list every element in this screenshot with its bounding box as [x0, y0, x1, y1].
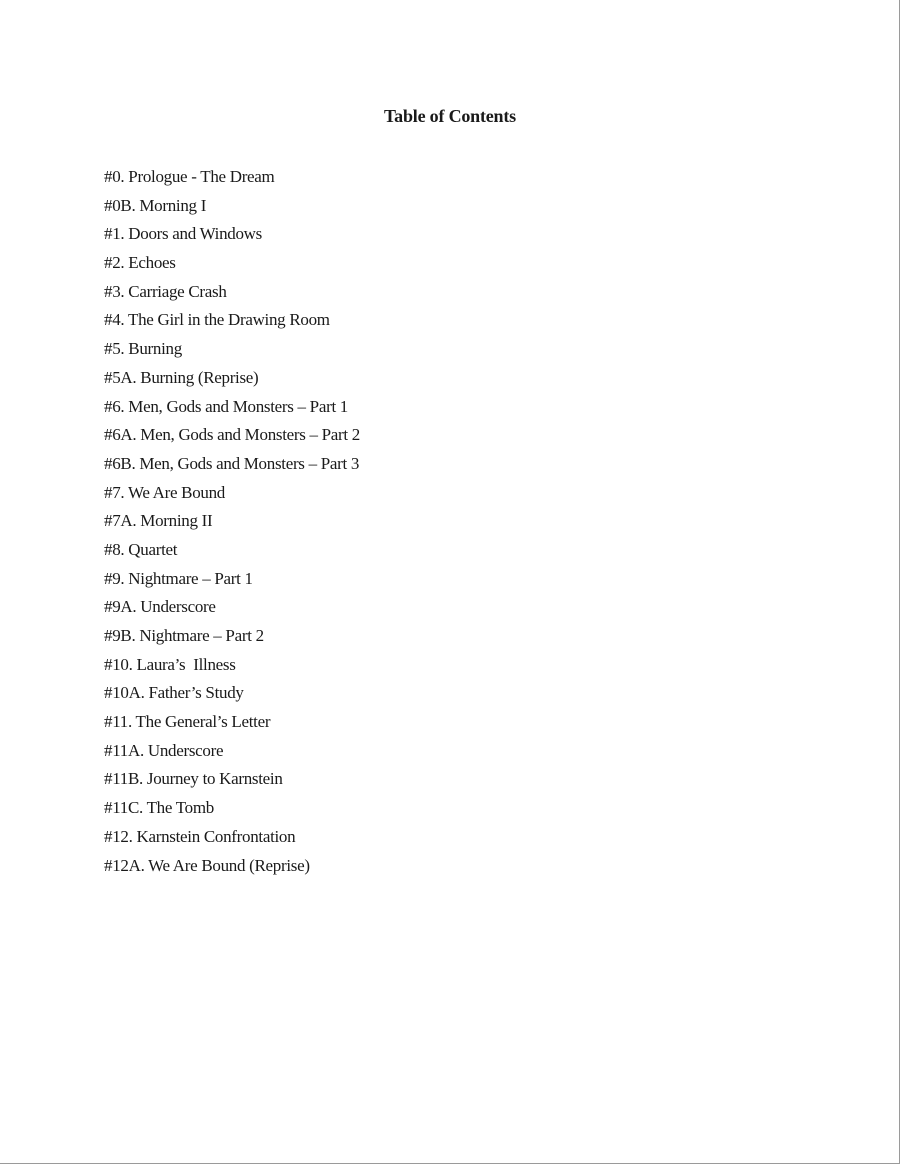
toc-entry: #10A. Father’s Study [104, 683, 244, 703]
toc-entry: #4. The Girl in the Drawing Room [104, 310, 330, 330]
toc-entry: #6. Men, Gods and Monsters – Part 1 [104, 396, 349, 416]
toc-entry: #11A. Underscore [104, 740, 224, 760]
toc-entry: #7. We Are Bound [104, 482, 226, 502]
page-title: Table of Contents [384, 106, 516, 126]
toc-entry: #9A. Underscore [104, 597, 216, 617]
toc-entry: #9B. Nightmare – Part 2 [104, 626, 264, 645]
toc-entry: #11B. Journey to Karnstein [104, 769, 283, 789]
toc-entry: #0. Prologue - The Dream [104, 167, 275, 186]
toc-entry: #11. The General’s Letter [104, 712, 271, 732]
toc-entry: #12. Karnstein Confrontation [104, 826, 296, 846]
toc-entry: #6A. Men, Gods and Monsters – Part 2 [104, 425, 360, 445]
toc-entry: #9. Nightmare – Part 1 [104, 568, 253, 588]
toc-entry: #5. Burning [104, 339, 182, 359]
toc-entry: #5A. Burning (Reprise) [104, 367, 259, 387]
toc-entry: #12A. We Are Bound (Reprise) [104, 855, 310, 875]
toc-entry: #8. Quartet [104, 539, 178, 559]
toc-entry: #3. Carriage Crash [104, 281, 227, 301]
toc-list [104, 163, 360, 880]
toc-entry: #0B. Morning I [104, 195, 207, 215]
toc-entry: #7A. Morning II [104, 511, 213, 531]
toc-entry: #2. Echoes [104, 253, 176, 273]
toc-entry: #6B. Men, Gods and Monsters – Part 3 [104, 453, 360, 473]
toc-entry: #10. Laura’s Illness [104, 654, 236, 674]
toc-entry: #11C. The Tomb [104, 798, 214, 818]
toc-entry: #1. Doors and Windows [104, 224, 262, 244]
